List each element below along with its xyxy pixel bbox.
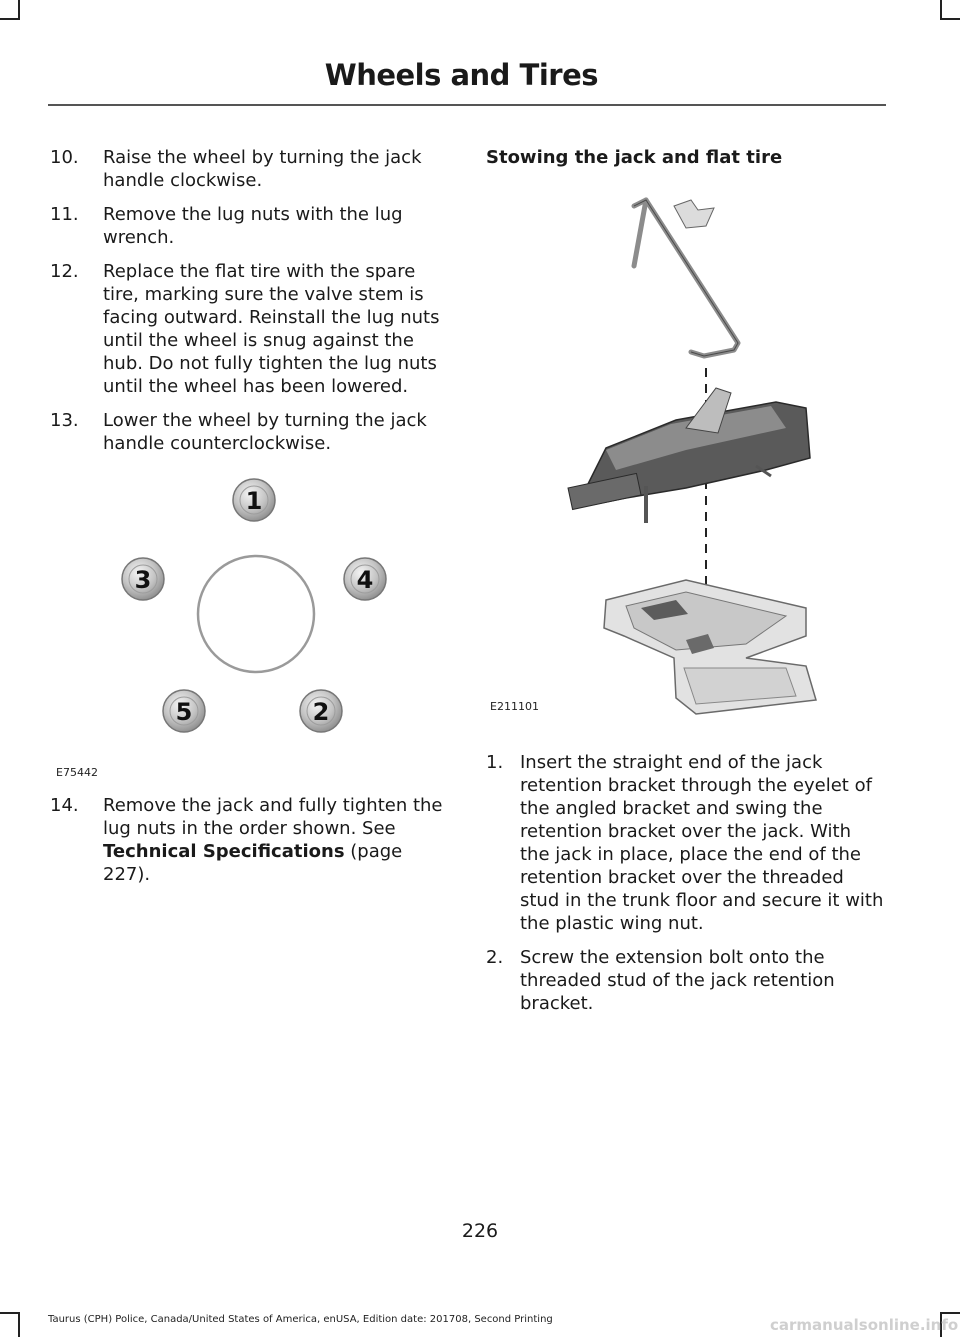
header-rule — [48, 104, 886, 106]
step-number: 11. — [50, 204, 79, 225]
step-text: Remove the lug nuts with the lug wrench. — [103, 204, 403, 248]
crop-mark — [18, 1312, 20, 1337]
crop-mark — [940, 1312, 960, 1314]
list-item — [50, 794, 450, 886]
lug-nut-label: 2 — [312, 698, 330, 726]
step-text: Replace the flat tire with the spare tire, marking sure the valve stem is facing outward. Reinstall the lug nuts until the wheel is snug against the hub. Do not fully tighten the lug nuts until the wheel has been lowered. — [103, 261, 440, 397]
lug-nut-label: 4 — [356, 566, 374, 594]
crop-mark — [940, 0, 942, 18]
angled-bracket — [674, 200, 714, 228]
lug-nut-label: 5 — [175, 698, 193, 726]
lug-nut-label: 3 — [134, 566, 152, 594]
list-item — [50, 409, 450, 455]
page-title: Wheels and Tires — [324, 58, 598, 92]
edition-footer: Taurus (CPH) Police, Canada/United States of America, enUSA, Edition date: 201708, Second Printing — [48, 1314, 553, 1325]
step-number: 10. — [50, 147, 79, 168]
jack — [568, 388, 810, 523]
step-text: Insert the straight end of the jack retention bracket through the eyelet of the angled bracket and swing the retention bracket over the jack. With the jack in place, place the end of the retention bracket over the threaded stud in the trunk floor and secure it with the plastic wing nut. — [520, 752, 884, 934]
watermark: carmanualsonline.info — [770, 1316, 959, 1334]
lug-nut-3 — [122, 558, 164, 600]
right-column-steps — [486, 751, 886, 1026]
lug-nut-5 — [163, 690, 205, 732]
lug-nut-pattern-figure — [50, 470, 450, 780]
figure-id: E75442 — [56, 766, 98, 779]
jack-stowing-diagram — [486, 188, 886, 718]
step-text: Raise the wheel by turning the jack handle clockwise. — [103, 147, 422, 191]
hub-circle — [198, 556, 314, 672]
crop-mark — [0, 18, 20, 20]
list-item — [486, 946, 886, 1015]
list-item — [486, 751, 886, 935]
page-number: 226 — [461, 1220, 499, 1242]
jack-tray — [604, 580, 816, 714]
step-text: Screw the extension bolt onto the threaded stud of the jack retention bracket. — [520, 947, 835, 1014]
step-number: 12. — [50, 261, 79, 282]
section-heading: Stowing the jack and flat tire — [486, 147, 783, 168]
list-item — [50, 260, 450, 398]
step-text: Lower the wheel by turning the jack handle counterclockwise. — [103, 410, 427, 454]
crop-mark — [940, 18, 960, 20]
step-number: 1. — [486, 752, 504, 773]
lug-nut-1 — [233, 479, 275, 521]
jack-stowing-figure — [486, 188, 886, 723]
crop-mark — [0, 1312, 20, 1314]
step-number: 13. — [50, 410, 79, 431]
left-column — [50, 146, 450, 466]
list-item — [50, 203, 450, 249]
step-number: 2. — [486, 947, 504, 968]
lug-nut-label: 1 — [245, 487, 263, 515]
lug-nut-2 — [300, 690, 342, 732]
lug-nut-diagram — [50, 470, 450, 770]
step-text: Remove the jack and fully tighten the lug nuts in the order shown. See Technical Specifications (page 227). — [103, 795, 443, 885]
crop-mark — [18, 0, 20, 18]
step-number: 14. — [50, 795, 79, 816]
right-column — [486, 146, 886, 169]
left-column-continued — [50, 794, 450, 897]
cross-reference-link[interactable]: Technical Specifications — [103, 841, 345, 862]
list-item — [50, 146, 450, 192]
figure-id: E211101 — [490, 700, 539, 713]
lug-nut-4 — [344, 558, 386, 600]
